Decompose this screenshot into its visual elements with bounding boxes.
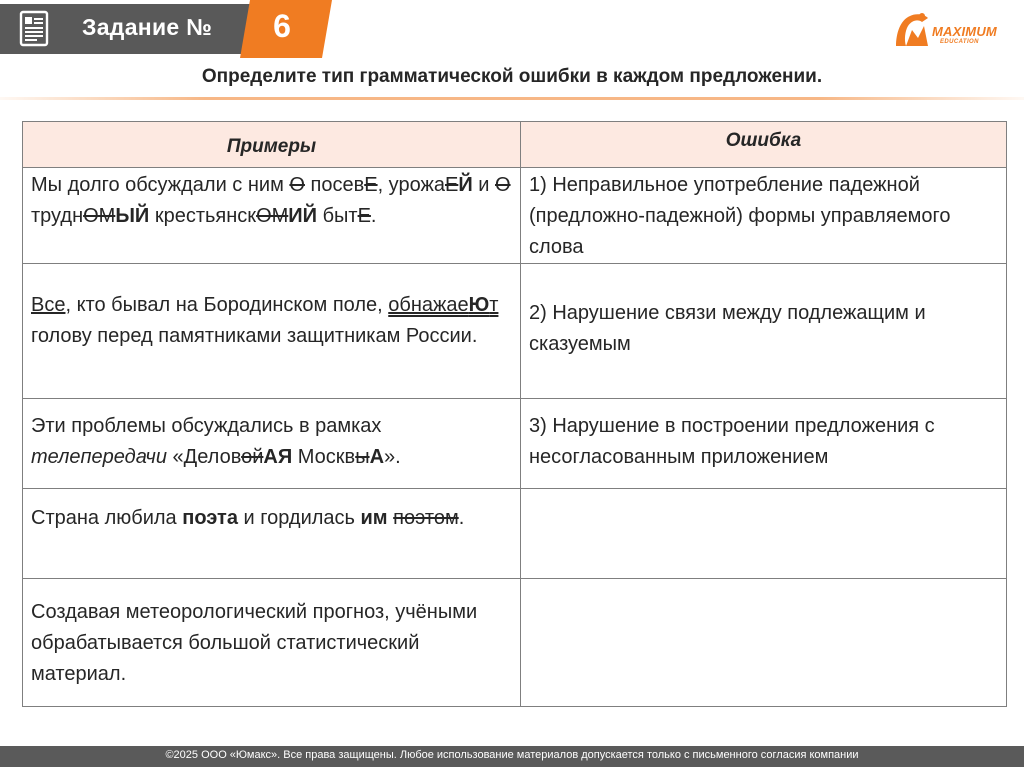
example-cell [23, 399, 521, 489]
header-error: Ошибка [521, 122, 1007, 168]
table-row [23, 264, 1007, 399]
example-cell [23, 579, 521, 707]
table-header-row [23, 122, 1007, 168]
example-text-segment: т [489, 294, 499, 316]
example-text-segment: ы [355, 446, 370, 468]
error-cell [521, 579, 1007, 707]
table-row [23, 399, 1007, 489]
example-text-segment: быт [317, 205, 358, 227]
example-text-segment: ЫЙ [115, 205, 150, 227]
example-text-segment: Эти проблемы обсуждались в рамках [31, 415, 382, 437]
example-text-segment: ОМ [256, 205, 289, 227]
question-title: Определите тип грамматической ошибки в каждом предложении. [201, 66, 823, 87]
example-cell [23, 489, 521, 579]
example-text-segment: , кто бывал на Бородинском поле, [65, 294, 389, 316]
task-number: 6 [273, 8, 291, 44]
example-text-segment: Е [364, 174, 378, 196]
table-row [23, 168, 1007, 264]
example-text-segment: голову перед памятниками защитникам России. [31, 325, 478, 347]
example-text-segment: и гордилась [237, 507, 361, 529]
example-text-segment: обнажае [388, 294, 469, 316]
example-text-segment: им [360, 507, 388, 529]
example-cell [23, 168, 521, 264]
table-body [23, 168, 1007, 707]
example-text-segment: поэтом [393, 507, 459, 529]
example-text-segment: трудн [31, 205, 84, 227]
example-text-segment: ИЙ [288, 205, 318, 227]
example-text-segment: . [458, 507, 465, 529]
example-text-segment: . [370, 205, 377, 227]
example-text-segment: ой [241, 446, 264, 468]
example-text-segment: О [289, 174, 305, 196]
example-text-segment: Москв [292, 446, 356, 468]
error-cell: 2) Нарушение связи между подлежащим и сказуемым [521, 264, 1007, 399]
example-text-segment: Мы долго обсуждали с ним [31, 174, 290, 196]
error-cell: 1) Неправильное употребление падежной (предложно-падежной) формы управляемого слова [521, 168, 1007, 264]
header [0, 0, 1024, 58]
table-row [23, 489, 1007, 579]
header-examples: Примеры [23, 122, 521, 168]
example-text-segment: Е [357, 205, 371, 227]
errors-table [22, 121, 1007, 707]
footer-copyright: ©2025 ООО «Юмакс». Все права защищены. Любое использование материалов допускается только с письменного согласия компании [165, 749, 859, 761]
table-row [23, 579, 1007, 707]
example-text-segment: ОМ [83, 205, 116, 227]
example-text-segment: Й [458, 174, 473, 196]
example-text-segment: О [495, 174, 511, 196]
example-text-segment: «Делов [167, 446, 242, 468]
example-text-segment: Е [444, 174, 459, 196]
logo-text: MAXIMUM [932, 24, 997, 39]
example-text-segment: посев [304, 174, 365, 196]
example-text-segment: ». [384, 446, 401, 468]
example-cell [23, 264, 521, 399]
example-text-segment: крестьянск [149, 205, 257, 227]
error-cell [521, 489, 1007, 579]
title-divider [0, 97, 1024, 100]
example-text-segment: поэта [182, 507, 238, 529]
document-icon [18, 10, 54, 48]
logo-subtext: EDUCATION [940, 39, 979, 45]
example-text-segment: Создавая метеорологический прогноз, учёными обрабатывается большой статистический материал. [31, 601, 478, 685]
example-text-segment: и [472, 174, 495, 196]
example-text-segment: А [369, 446, 385, 468]
example-text-segment: Страна любила [31, 507, 183, 529]
example-text-segment: АЯ [263, 446, 293, 468]
error-cell: 3) Нарушение в построении предложения с несогласованным приложением [521, 399, 1007, 489]
example-text-segment: телепередачи [31, 446, 167, 468]
task-label: Задание № [82, 14, 213, 40]
example-text-segment: Все [31, 294, 66, 316]
example-text-segment: Ю [468, 294, 490, 316]
example-text-segment: , урожа [377, 174, 445, 196]
